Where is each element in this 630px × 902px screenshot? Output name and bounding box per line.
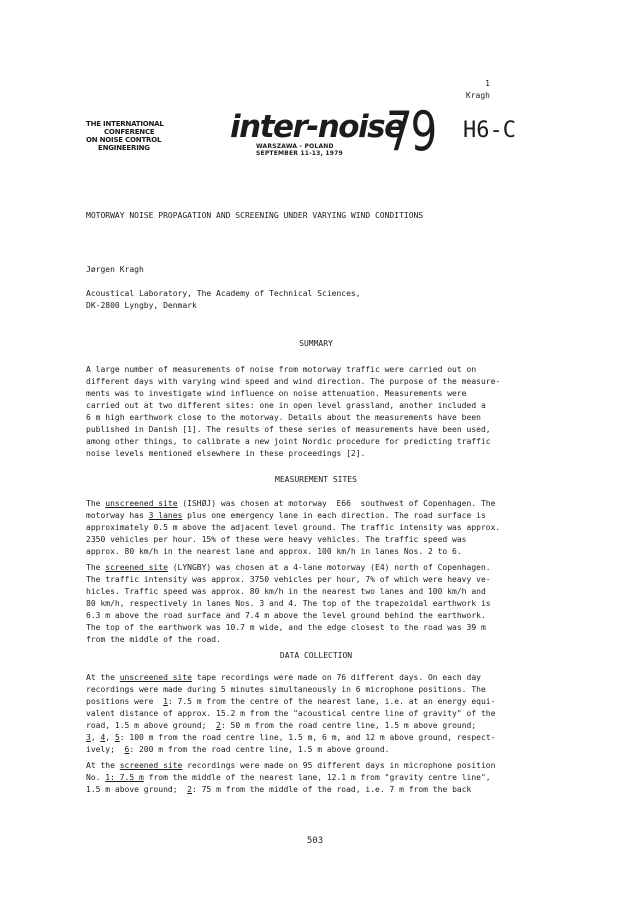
position-marker: 5: [114, 733, 120, 742]
text-line: positions were 1: 7.5 m from the centre of the nearest lane, i.e. at an energy equi-: [86, 697, 496, 706]
org-line: THE INTERNATIONAL: [86, 120, 164, 128]
position-marker: 1: [163, 697, 168, 706]
text-line: 2350 vehicles per hour. 15% of these were heavy vehicles. The traffic speed was: [86, 535, 467, 544]
unscreened-site-term: unscreened site: [105, 499, 178, 508]
collection-paragraph-1: [86, 672, 546, 756]
conference-org-name: [86, 120, 206, 152]
text-line: At the unscreened site tape recordings were made on 76 different days. On each day: [86, 673, 481, 682]
text-line: 3, 4, 5: 100 m from the road centre line, 1.5 m, 6 m, and 12 m above ground, respect-: [86, 733, 496, 742]
screened-site-term: screened site: [119, 761, 183, 770]
summary-heading: SUMMARY: [299, 339, 333, 348]
page-number: 503: [306, 836, 324, 846]
text-line: motorway has 3 lanes plus one emergency lane in each direction. The road surface is: [86, 511, 486, 520]
logo-text: inter-noise: [230, 109, 404, 145]
author-tag: Kragh: [465, 91, 490, 100]
text-line: A large number of measurements of noise from motorway traffic were carried out on: [86, 365, 477, 374]
text-line: ively; 6: 200 m from the road centre line, 1.5 m above ground.: [86, 745, 390, 754]
collection-heading: DATA COLLECTION: [279, 651, 353, 660]
paper-title: MOTORWAY NOISE PROPAGATION AND SCREENING UNDER VARYING WIND CONDITIONS: [86, 211, 424, 220]
text-line: road, 1.5 m above ground; 2: 50 m from the road centre line, 1.5 m above ground;: [86, 721, 477, 730]
position-marker: 6: [124, 745, 130, 754]
text-line: approx. 80 km/h in the nearest lane and approx. 100 km/h in lanes Nos. 2 to 6.: [86, 547, 462, 556]
page-index: 1: [485, 79, 490, 88]
org-line: ON NOISE CONTROL: [86, 136, 162, 144]
org-line: CONFERENCE: [104, 128, 155, 136]
text-line: The screened site (LYNGBY) was chosen at a 4-lane motorway (E4) north of Copenhagen.: [86, 563, 491, 572]
text-line: The unscreened site (ISHØJ) was chosen at motorway E66 southwest of Copenhagen. The: [86, 499, 496, 508]
affiliation-line: Acoustical Laboratory, The Academy of Technical Sciences,: [86, 289, 361, 298]
affiliation: [86, 288, 546, 312]
text-line: among other things, to calibrate a new joint Nordic procedure for predicting traffic: [86, 437, 491, 446]
text-line: No. 1: 7.5 m from the middle of the nearest lane, 12.1 m from "gravity centre line",: [86, 773, 491, 782]
text-line: At the screened site recordings were made on 95 different days in microphone position: [86, 761, 496, 770]
text-line: hicles. Traffic speed was approx. 80 km/h in the nearest two lanes and 100 km/h and: [86, 587, 486, 596]
sites-paragraph-2: [86, 562, 546, 646]
unscreened-site-term: unscreened site: [119, 673, 192, 682]
logo-place: WARSZAWA - POLAND: [256, 143, 334, 150]
collection-paragraph-2: [86, 760, 546, 796]
text-line: published in Danish [1]. The results of these series of measurements have been used,: [86, 425, 491, 434]
position-marker: 1: [105, 773, 111, 782]
screened-site-term: screened site: [105, 563, 168, 572]
conference-logo: [230, 111, 404, 157]
text-line: ments was to investigate wind influence on noise attenuation. Measurements were: [86, 389, 467, 398]
position-marker: 2: [187, 785, 192, 794]
lanes-term: 3 lanes: [148, 511, 183, 520]
text-line: 1.5 m above ground; 2: 75 m from the middle of the road, i.e. 7 m from the back: [86, 785, 472, 794]
affiliation-line: DK-2800 Lyngby, Denmark: [86, 301, 197, 310]
sites-paragraph-1: [86, 498, 546, 558]
org-line: ENGINEERING: [98, 144, 150, 152]
text-line: from the middle of the road.: [86, 635, 221, 644]
position-marker: 3: [86, 733, 91, 742]
author-name: Jørgen Kragh: [86, 265, 144, 274]
sites-heading: MEASUREMENT SITES: [275, 475, 357, 484]
text-line: different days with varying wind speed and wind direction. The purpose of the measure-: [86, 377, 501, 386]
page-header-right: [466, 78, 490, 102]
text-line: The top of the earthwork was 10.7 m wide, and the edge closest to the road was 39 m: [86, 623, 486, 632]
position-marker: 2: [216, 721, 221, 730]
text-line: carried out at two different sites: one in open level grassland, another included a: [86, 401, 486, 410]
text-line: valent distance of approx. 15.2 m from the "acoustical centre line of gravity" of the: [86, 709, 496, 718]
text-line: 6.3 m above the road surface and 7.4 m above the level ground behind the earthwork.: [86, 611, 486, 620]
logo-year: 79: [386, 100, 435, 163]
logo-dates: SEPTEMBER 11-13, 1979: [256, 150, 343, 157]
text-line: noise levels mentioned elsewhere in these proceedings [2].: [86, 449, 366, 458]
text-line: approximately 0.5 m above the adjacent level ground. The traffic intensity was approx.: [86, 523, 501, 532]
text-line: The traffic intensity was approx. 3750 vehicles per hour, 7% of which were heavy ve-: [86, 575, 491, 584]
text-line: 6 m high earthwork close to the motorway. Details about the measurements have been: [86, 413, 481, 422]
position-marker: 4: [100, 733, 106, 742]
text-line: 80 km/h, respectively in lanes Nos. 3 and 4. The top of the trapezoidal earthwork is: [86, 599, 491, 608]
text-line: recordings were made during 5 minutes simultaneously in 6 microphone positions. The: [86, 685, 486, 694]
session-code: H6-C: [463, 118, 516, 143]
summary-paragraph: [86, 364, 546, 460]
